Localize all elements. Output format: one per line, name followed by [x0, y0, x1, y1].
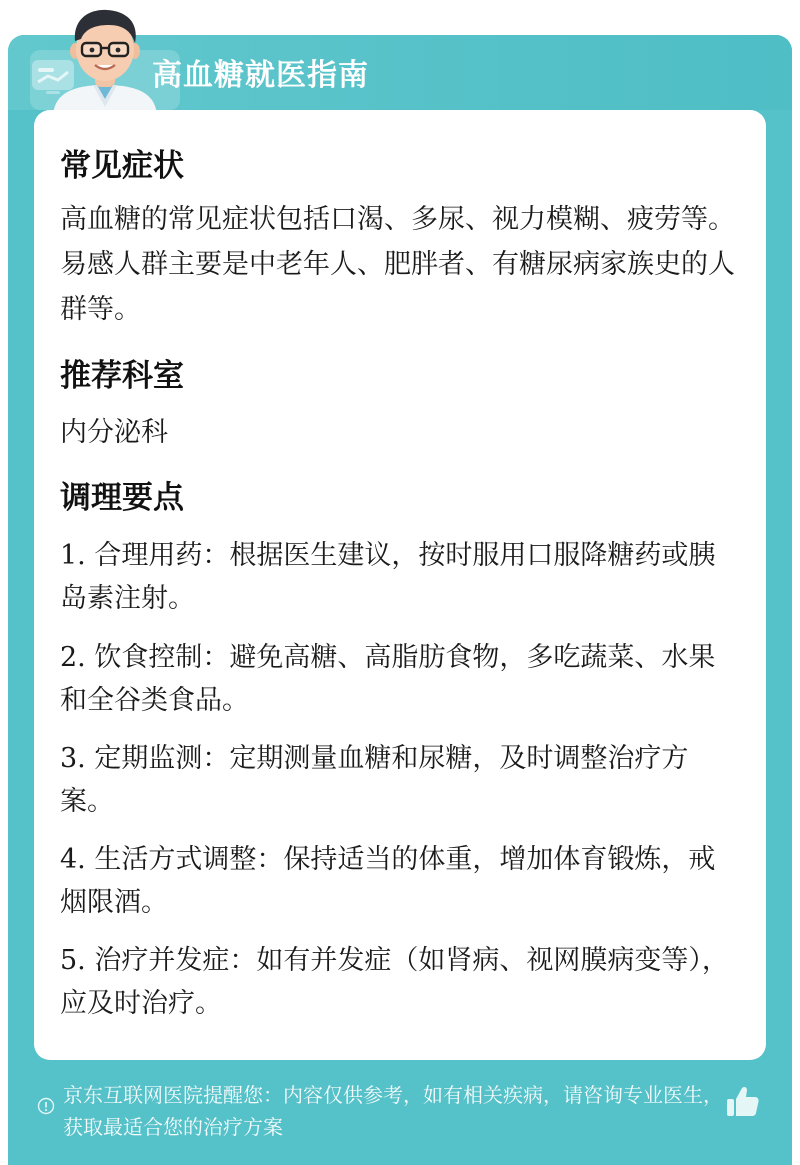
page-title: 高血糖就医指南: [152, 58, 369, 93]
care-item-5: [60, 939, 740, 1025]
symptoms-heading: 常见症状: [60, 148, 184, 184]
care-heading: 调理要点: [60, 480, 184, 516]
symptoms-text: 高血糖的常见症状包括口渴、多尿、视力模糊、疲劳等。易感人群主要是中老年人、肥胖者、有糖尿病家族史的人群等。: [60, 204, 735, 325]
care-item-number: 4.: [60, 844, 86, 875]
info-icon: [37, 1097, 55, 1115]
department-text: 内分泌科: [60, 417, 168, 448]
department-heading: 推荐科室: [60, 358, 184, 394]
care-item-number: 5.: [60, 945, 86, 976]
care-item-text: 治疗并发症：如有并发症（如肾病、视网膜病变等），应及时治疗。: [60, 945, 729, 1019]
care-item-text: 定期监测：定期测量血糖和尿糖，及时调整治疗方案。: [60, 743, 689, 817]
care-item-1: [60, 534, 740, 620]
care-item-2: [60, 636, 740, 722]
care-item-4: [60, 838, 740, 924]
care-item-number: 3.: [60, 743, 86, 774]
care-item-text: 饮食控制：避免高糖、高脂肪食物，多吃蔬菜、水果和全谷类食品。: [60, 642, 716, 716]
care-item-number: 1.: [60, 540, 86, 571]
care-item-text: 生活方式调整：保持适当的体重，增加体育锻炼，戒烟限酒。: [60, 844, 716, 918]
care-item-3: [60, 737, 740, 823]
doctor-avatar: [45, 5, 165, 115]
disclaimer-text: 京东互联网医院提醒您：内容仅供参考，如有相关疾病，请咨询专业医生，获取最适合您的治疗方案: [63, 1083, 723, 1139]
care-item-number: 2.: [60, 642, 86, 673]
care-item-text: 合理用药：根据医生建议，按时服用口服降糖药或胰岛素注射。: [60, 540, 716, 614]
thumbs-up-icon[interactable]: [724, 1084, 760, 1120]
